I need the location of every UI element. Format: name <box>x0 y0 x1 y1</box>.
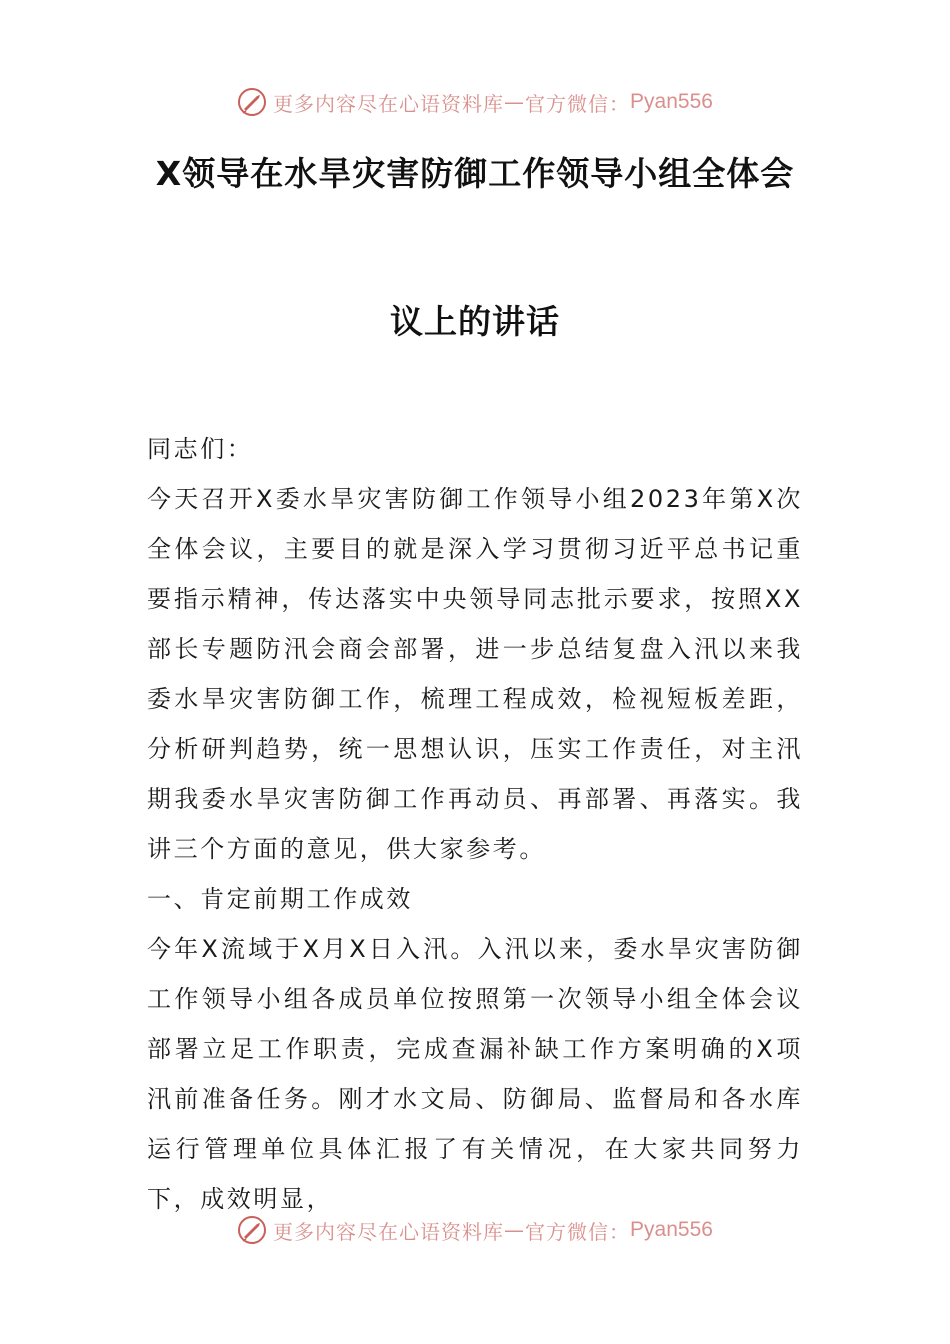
watermark-dash: — <box>504 1218 526 1242</box>
quill-logo-icon <box>237 1215 267 1245</box>
footer-watermark <box>0 1210 950 1250</box>
document-title-line-1: X领导在水旱灾害防御工作领导小组全体会 <box>155 154 795 193</box>
document-title-line-2: 议上的讲话 <box>390 302 560 341</box>
quill-logo-icon <box>237 87 267 117</box>
header-watermark <box>0 82 950 122</box>
watermark-wechat-id: Pyan556 <box>630 90 713 113</box>
paragraph-section-1: 今年X流域于X月X日入汛。入汛以来，委水旱灾害防御工作领导小组各成员单位按照第一次领导小组全体会议部署立足工作职责，完成查漏补缺工作方案明确的X项汛前准备任务。刚才水文局、防御局、监督局和各水库运行管理单位具体汇报了有关情况，在大家共同努力下，成效明显， <box>147 935 803 1213</box>
section-heading-1: 一、肯定前期工作成效 <box>147 885 413 913</box>
watermark-dash: — <box>504 90 526 114</box>
watermark-brand: 更多内容尽在心语资料库 <box>273 1219 505 1244</box>
document-body <box>147 424 803 1224</box>
watermark-wechat-label: 官方微信： <box>525 1219 631 1244</box>
watermark-wechat-id: Pyan556 <box>630 1218 713 1241</box>
paragraph-intro: 今天召开X委水旱灾害防御工作领导小组2023年第X次全体会议，主要目的就是深入学习贯彻习近平总书记重要指示精神，传达落实中央领导同志批示要求，按照XX部长专题防汛会商会部署，进一步总结复盘入汛以来我委水旱灾害防御工作，梳理工程成效，检视短板差距，分析研判趋势，统一思想认识，压实工作责任，对主汛期我委水旱灾害防御工作再动员、再部署、再落实。我讲三个方面的意见，供大家参考。 <box>147 485 803 863</box>
watermark-wechat-label: 官方微信： <box>525 91 631 116</box>
salutation: 同志们： <box>147 435 254 463</box>
watermark-brand: 更多内容尽在心语资料库 <box>273 91 505 116</box>
